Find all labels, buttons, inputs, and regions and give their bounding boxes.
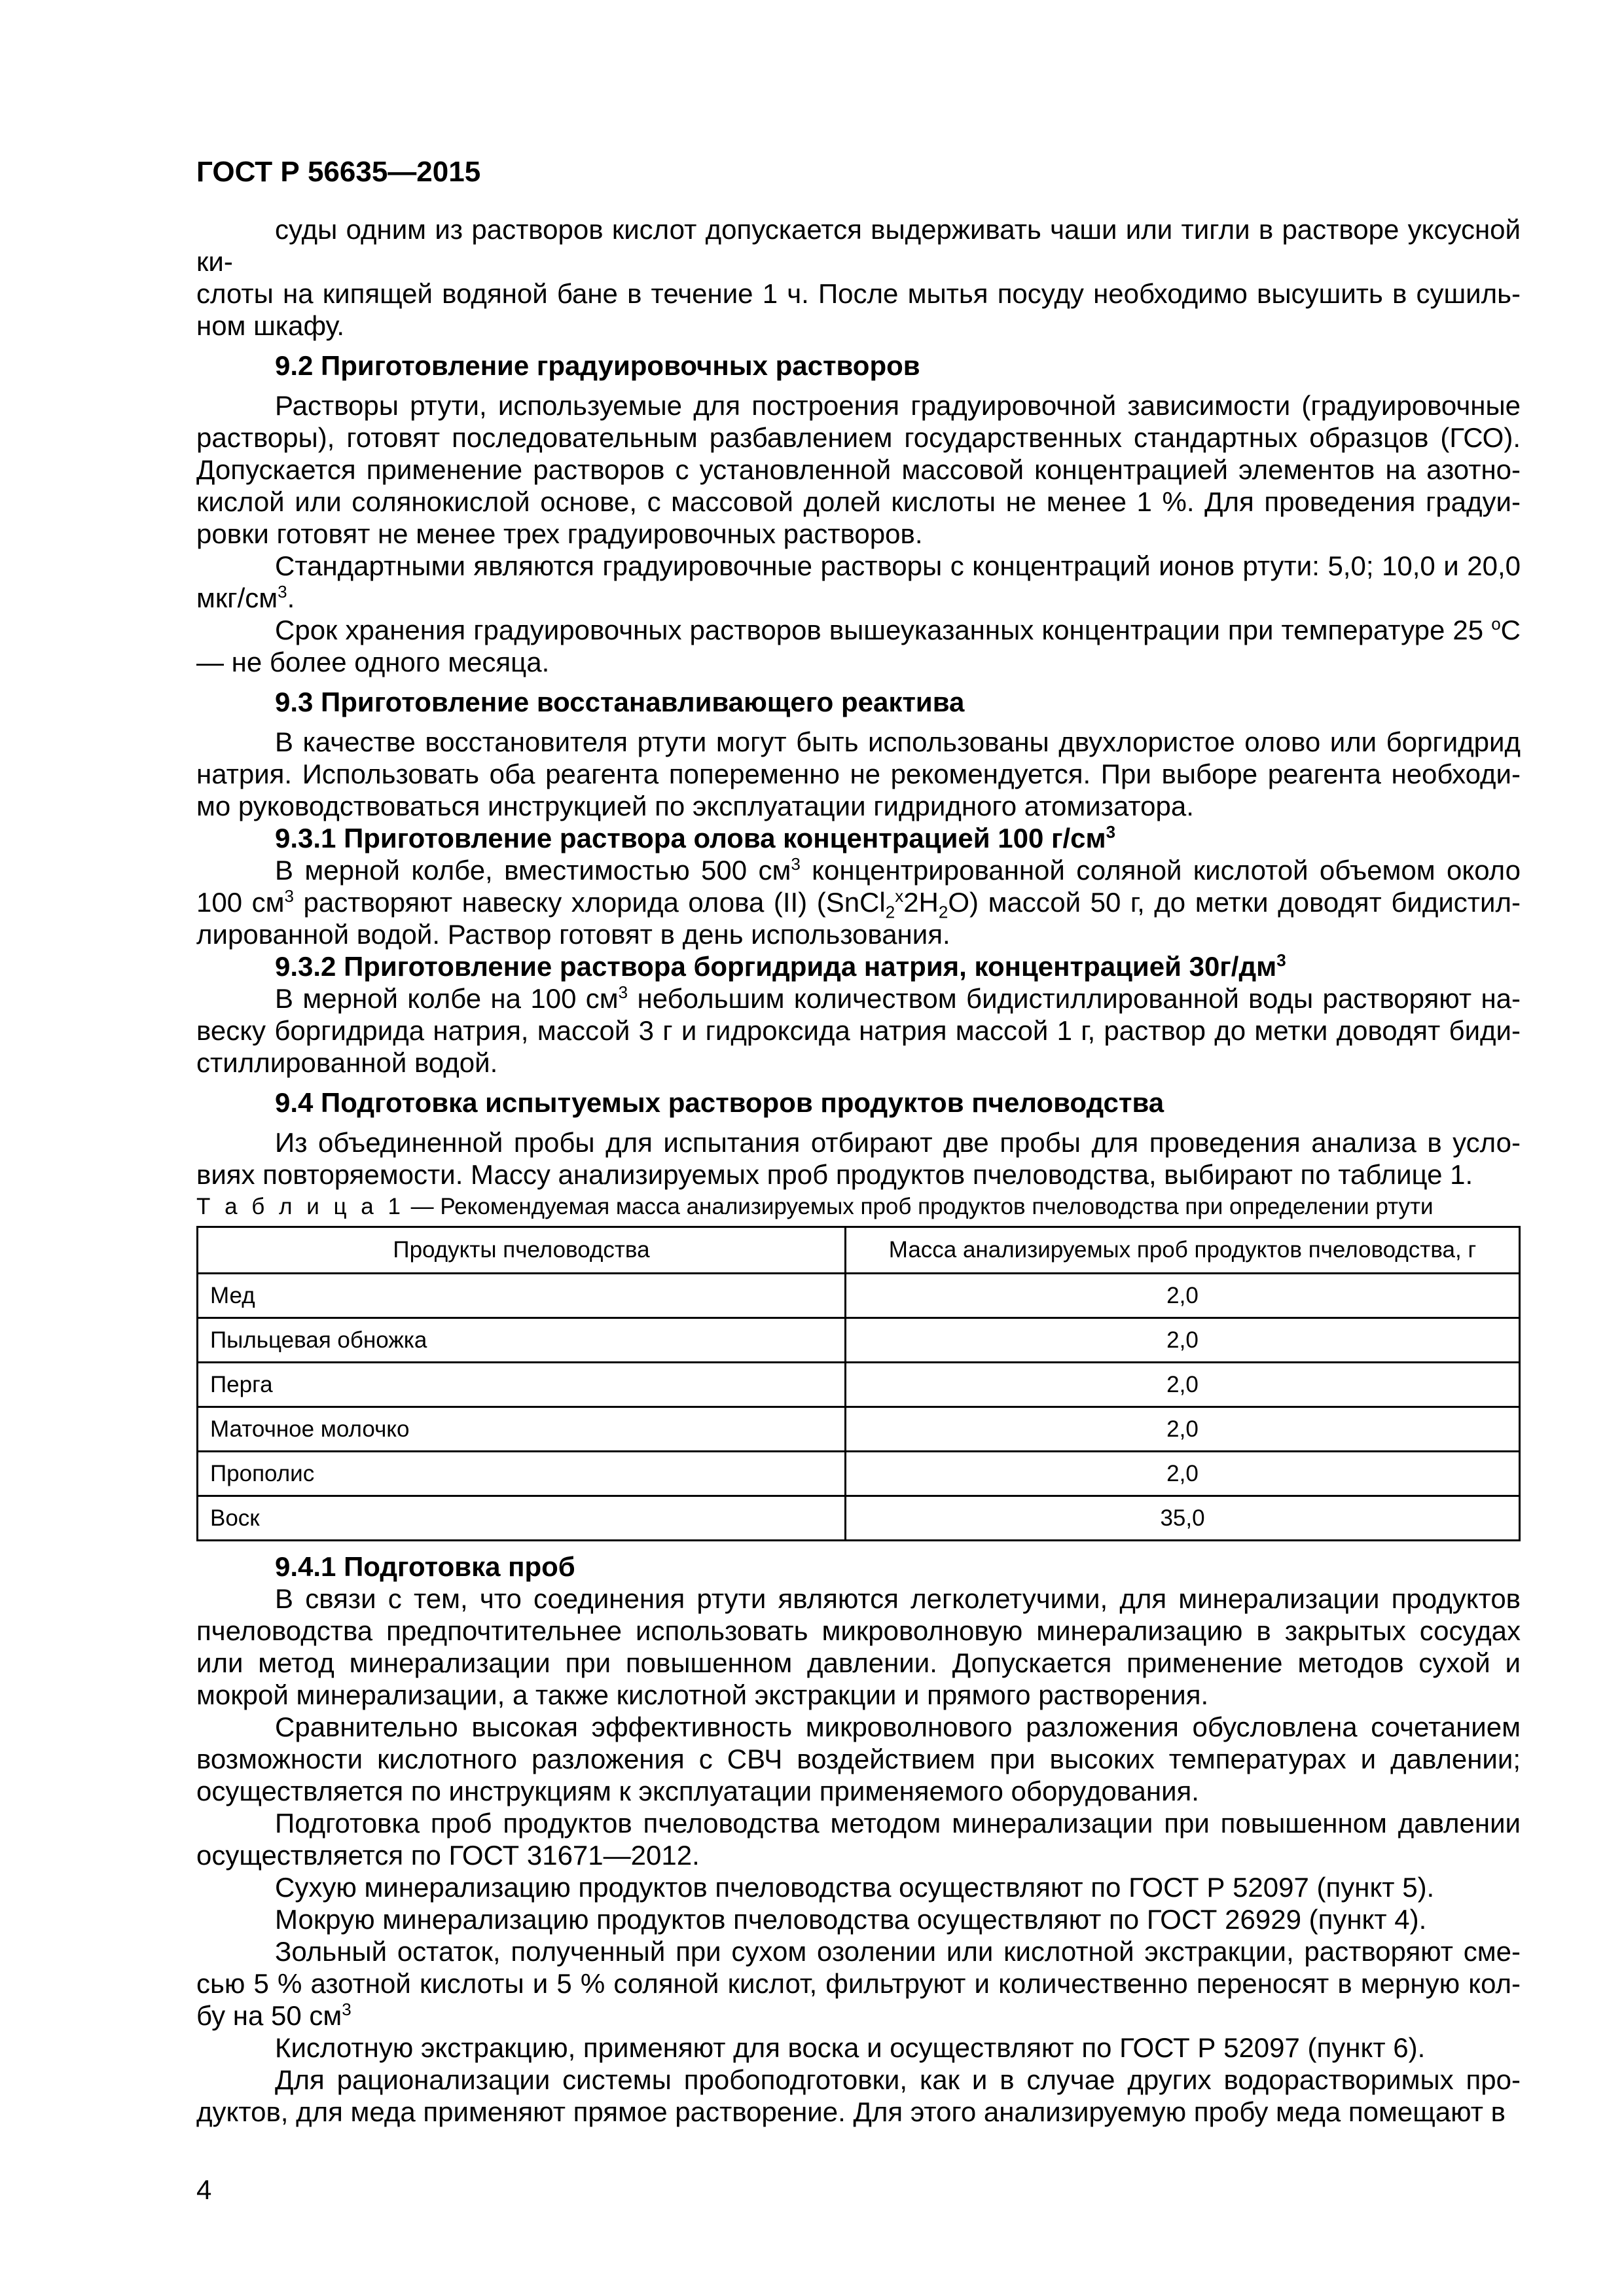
text-run: концентрированной соляной кислотой объемом около (800, 855, 1521, 886)
text-run: натрия. Использовать оба реагента попеременно не рекомендуется. При выборе реагента необходи- (196, 759, 1521, 789)
text-line (196, 278, 1521, 310)
page-body (196, 213, 1521, 2206)
text-run: Растворы ртути, используемые для построения градуировочной зависимости (градуировочные (275, 390, 1521, 421)
text-run: кислой или солянокислой основе, с массовой долей кислоты не менее 1 %. Для проведения градуи- (196, 486, 1521, 517)
text-line (196, 790, 1521, 822)
paragraph (196, 389, 1521, 550)
section-heading (196, 350, 1521, 382)
table-row (198, 1452, 1520, 1496)
paragraph (196, 726, 1521, 822)
mass-cell: 35,0 (846, 1496, 1520, 1541)
text-run: Сухую минерализацию продуктов пчеловодства осуществляют по ГОСТ Р 52097 (пункт 5). (275, 1872, 1435, 1903)
paragraph (196, 614, 1521, 678)
text-line (196, 1743, 1521, 1775)
superscript: 3 (618, 982, 628, 1002)
text-run: O) массой 50 г, до метки доводят бидистил- (948, 887, 1521, 918)
text-line (196, 422, 1521, 454)
text-run: ровки готовят не менее трех градуировочных растворов. (196, 518, 923, 549)
superscript: x (895, 886, 904, 906)
table-caption-label: Т а б л и ц а 1 (196, 1194, 405, 1219)
table-header-row (198, 1227, 1520, 1274)
section-heading (196, 1551, 1521, 1583)
text-line (196, 614, 1521, 646)
text-line (196, 1839, 1521, 1871)
text-run: Для рационализации системы пробоподготовки, как и в случае других водорастворимых про- (275, 2064, 1521, 2095)
text-run: Стандартными являются градуировочные растворы с концентраций ионов ртути: 5,0; 10,0 и 20,0 (275, 550, 1521, 581)
superscript: 3 (278, 582, 287, 601)
text-run: 9.3.1 Приготовление раствора олова концентрацией 100 г/см (275, 823, 1106, 853)
text-run: 9.4.1 Подготовка проб (275, 1551, 575, 1582)
document-code-header: ГОСТ Р 56635—2015 (196, 156, 481, 188)
paragraph (196, 1935, 1521, 2032)
product-cell: Воск (198, 1496, 846, 1541)
text-run: небольшим количеством бидистиллированной воды растворяют на- (628, 983, 1521, 1014)
text-line (196, 1583, 1521, 1615)
section-heading (196, 822, 1521, 854)
text-line (196, 854, 1521, 886)
text-line (196, 886, 1521, 922)
text-line (196, 1935, 1521, 1967)
subscript: 2 (938, 902, 948, 922)
text-run: растворы), готовят последовательным разбавлением государственных стандартных образцов (ГСО). (196, 422, 1521, 453)
text-line (196, 1126, 1521, 1158)
text-run: Мокрую минерализацию продуктов пчеловодства осуществляют по ГОСТ 26929 (пункт 4). (275, 1904, 1427, 1935)
text-run: бу на 50 см (196, 2000, 342, 2031)
superscript: 3 (791, 854, 801, 874)
text-run: осуществляется по ГОСТ 31671—2012. (196, 1840, 700, 1871)
mass-cell: 2,0 (846, 1407, 1520, 1452)
text-line (196, 646, 1521, 678)
paragraph (196, 2064, 1521, 2128)
text-line (196, 1679, 1521, 1711)
page-number: 4 (196, 2174, 212, 2205)
text-line (196, 1903, 1521, 1935)
table-row (198, 1407, 1520, 1452)
text-run: Кислотную экстракцию, применяют для воска и осуществляют по ГОСТ Р 52097 (пункт 6). (275, 2032, 1426, 2063)
product-cell: Мед (198, 1274, 846, 1318)
paragraph (196, 213, 1521, 342)
text-run: возможности кислотного разложения с СВЧ воздействием при высоких температурах и давлении; (196, 1744, 1521, 1774)
superscript: 3 (342, 2000, 352, 2019)
text-line (196, 1551, 1521, 1583)
text-run: слоты на кипящей водяной бане в течение 1 ч. После мытья посуду необходимо высушить в сушиль- (196, 278, 1521, 309)
text-line (196, 486, 1521, 518)
section-heading (196, 950, 1521, 982)
text-run: С (1500, 615, 1521, 645)
text-run: 9.3.2 Приготовление раствора боргидрида натрия, концентрацией 30г/дм (275, 951, 1277, 982)
superscript: 3 (1106, 822, 1116, 842)
sample-mass-table (196, 1226, 1521, 1541)
paragraph (196, 1807, 1521, 1871)
text-run: лированной водой. Раствор готовят в день использования. (196, 919, 950, 950)
text-run: В качестве восстановителя ртути могут быть использованы двухлористое олово или боргидрид (275, 726, 1521, 757)
text-line (196, 918, 1521, 950)
text-line (196, 1158, 1521, 1191)
column-header-mass: Масса анализируемых проб продуктов пчеловодства, г (846, 1227, 1520, 1274)
product-cell: Перга (198, 1363, 846, 1407)
text-line (196, 1086, 1521, 1119)
subscript: 2 (885, 902, 895, 922)
mass-cell: 2,0 (846, 1363, 1520, 1407)
text-run: Подготовка проб продуктов пчеловодства методом минерализации при повышенном давлении (275, 1808, 1521, 1839)
table-caption-text: — Рекомендуемая масса анализируемых проб продуктов пчеловодства при определении ртути (404, 1194, 1434, 1219)
body-text-lower (196, 1551, 1521, 2128)
paragraph (196, 2032, 1521, 2064)
table-row (198, 1318, 1520, 1363)
paragraph (196, 1583, 1521, 1711)
paragraph (196, 1126, 1521, 1191)
text-line (196, 350, 1521, 382)
text-run: или метод минерализации при повышенном давлении. Допускается применение методов сухой и (196, 1647, 1521, 1678)
table-row (198, 1496, 1520, 1541)
superscript: 3 (284, 886, 294, 906)
text-line (196, 2032, 1521, 2064)
text-run: 9.4 Подготовка испытуемых растворов продуктов пчеловодства (275, 1087, 1164, 1118)
text-run: Допускается применение растворов с установленной массовой концентрацией элементов на азотно- (196, 454, 1521, 485)
table-caption (196, 1193, 1521, 1221)
text-run: Зольный остаток, полученный при сухом озолении или кислотной экстракции, растворяют сме- (275, 1936, 1521, 1967)
text-line (196, 582, 1521, 614)
text-run: стиллированной водой. (196, 1047, 498, 1078)
text-line (196, 1647, 1521, 1679)
text-run: пчеловодства предпочтительнее использовать микроволновую минерализацию в закрытых сосудах (196, 1615, 1521, 1646)
text-run: растворяют навеску хлорида олова (II) (SnCl (293, 887, 886, 918)
product-cell: Прополис (198, 1452, 846, 1496)
text-run: В мерной колбе на 100 см (275, 983, 619, 1014)
text-run: Из объединенной пробы для испытания отбирают две пробы для проведения анализа в усло- (275, 1127, 1521, 1158)
text-line (196, 758, 1521, 790)
mass-cell: 2,0 (846, 1452, 1520, 1496)
column-header-product: Продукты пчеловодства (198, 1227, 846, 1274)
product-cell: Маточное молочко (198, 1407, 846, 1452)
text-line (196, 1871, 1521, 1903)
text-line (196, 686, 1521, 718)
text-run: 9.2 Приготовление градуировочных растворов (275, 350, 920, 381)
text-line (196, 389, 1521, 422)
text-run: осуществляется по инструкциям к эксплуатации применяемого оборудования. (196, 1776, 1199, 1806)
section-heading (196, 686, 1521, 718)
text-run: В мерной колбе, вместимостью 500 см (275, 855, 791, 886)
text-line (196, 518, 1521, 550)
paragraph (196, 1871, 1521, 1903)
paragraph (196, 982, 1521, 1079)
product-cell: Пыльцевая обножка (198, 1318, 846, 1363)
text-line (196, 1967, 1521, 2000)
text-line (196, 2000, 1521, 2032)
text-run: ном шкафу. (196, 310, 344, 341)
text-line (196, 1711, 1521, 1743)
text-line (196, 213, 1521, 278)
text-run: сью 5 % азотной кислоты и 5 % соляной кислот, фильтруют и количественно переносят в мерную кол- (196, 1968, 1521, 1999)
text-line (196, 1047, 1521, 1079)
mass-cell: 2,0 (846, 1318, 1520, 1363)
text-run: дуктов, для меда применяют прямое растворение. Для этого анализируемую пробу меда помещают в (196, 2096, 1506, 2127)
text-line (196, 726, 1521, 758)
body-text-upper (196, 213, 1521, 1191)
text-line (196, 1807, 1521, 1839)
text-run: мо руководствоваться инструкцией по эксплуатации гидридного атомизатора. (196, 791, 1194, 821)
text-run: В связи с тем, что соединения ртути являются легколетучими, для минерализации продуктов (275, 1583, 1521, 1614)
text-line (196, 950, 1521, 982)
text-run: мкг/см (196, 583, 278, 613)
text-run: веску боргидрида натрия, массой 3 г и гидроксида натрия массой 1 г, раствор до метки доводят биди- (196, 1015, 1521, 1046)
table-row (198, 1274, 1520, 1318)
text-line (196, 550, 1521, 582)
text-run: Сравнительно высокая эффективность микроволнового разложения обусловлена сочетанием (275, 1712, 1521, 1742)
text-run: . (287, 583, 295, 613)
text-line (196, 2096, 1521, 2128)
text-line (196, 310, 1521, 342)
text-run: 9.3 Приготовление восстанавливающего реактива (275, 687, 965, 717)
text-run: Срок хранения градуировочных растворов вышеуказанных концентрации при температуре 25 (275, 615, 1492, 645)
text-run: мокрой минерализации, а также кислотной экстракции и прямого растворения. (196, 1679, 1209, 1710)
paragraph (196, 854, 1521, 950)
text-line (196, 982, 1521, 1014)
table-row (198, 1363, 1520, 1407)
text-line (196, 1615, 1521, 1647)
text-run: — не более одного месяца. (196, 647, 550, 677)
text-line (196, 454, 1521, 486)
text-line (196, 822, 1521, 854)
text-run: суды одним из растворов кислот допускается выдерживать чаши или тигли в растворе уксусной ки- (196, 214, 1521, 277)
text-run: 100 см (196, 887, 285, 918)
text-line (196, 1014, 1521, 1047)
superscript: 3 (1276, 950, 1286, 970)
paragraph (196, 1711, 1521, 1807)
section-heading (196, 1086, 1521, 1119)
text-line (196, 2064, 1521, 2096)
paragraph (196, 550, 1521, 614)
paragraph (196, 1903, 1521, 1935)
text-run: виях повторяемости. Массу анализируемых проб продуктов пчеловодства, выбирают по таблице 1. (196, 1159, 1473, 1190)
text-line (196, 1775, 1521, 1807)
superscript: o (1491, 614, 1501, 634)
text-run: 2H (903, 887, 939, 918)
mass-cell: 2,0 (846, 1274, 1520, 1318)
